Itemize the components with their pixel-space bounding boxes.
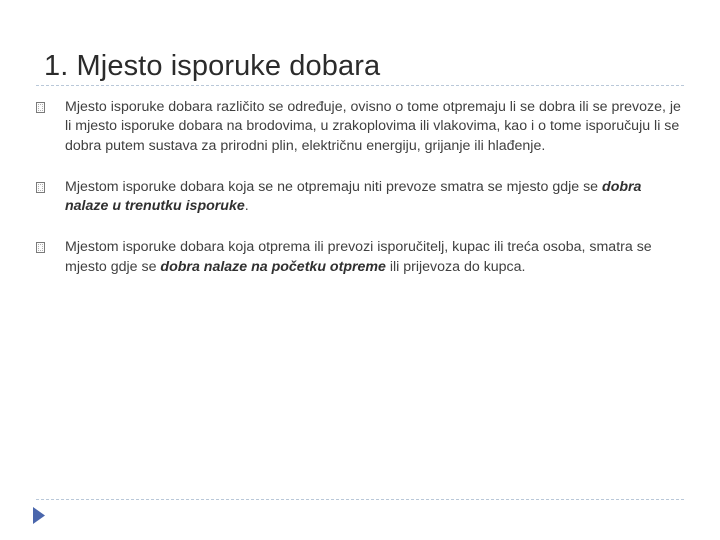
bullet-box-icon: [36, 182, 45, 193]
bullet-emphasis: dobra nalaze u trenutku isporuke: [65, 178, 642, 215]
footer-divider: [36, 499, 684, 500]
bullet-emphasis: dobra nalaze na početku otpreme: [160, 258, 386, 275]
bullet-box-icon: [36, 242, 45, 253]
bullet-item: [36, 98, 684, 156]
bullet-text-after: .: [244, 198, 249, 215]
bullet-text: Mjesto isporuke dobara različito se određuje, ovisno o tome otpremaju li se dobra ili se prevoze, je li mjesto isporuke dobara na brodovima, u zrakoplovima ili vlakovima, kao i o tome isporučuju li se dobra putem sustava za prirodni plin, električnu energiju, grijanje ili hlađenje.: [65, 99, 681, 154]
bullet-text-before: Mjestom isporuke dobara koja otprema ili prevozi isporučitelj, kupac ili treća osoba, smatra se mjesto gdje se: [65, 239, 652, 275]
bullet-text-before: Mjestom isporuke dobara koja se ne otpremaju niti prevoze smatra se mjesto gdje se: [65, 178, 603, 195]
bullet-item: [36, 238, 684, 277]
bullet-item: [36, 178, 684, 217]
slide-title: 1. Mjesto isporuke dobara: [44, 50, 381, 82]
title-divider: [36, 85, 684, 86]
bullet-text-after: ili prijevoza do kupca.: [385, 258, 526, 275]
next-arrow-icon[interactable]: [33, 507, 45, 524]
bullet-list: [36, 98, 684, 277]
bullet-box-icon: [36, 102, 45, 113]
